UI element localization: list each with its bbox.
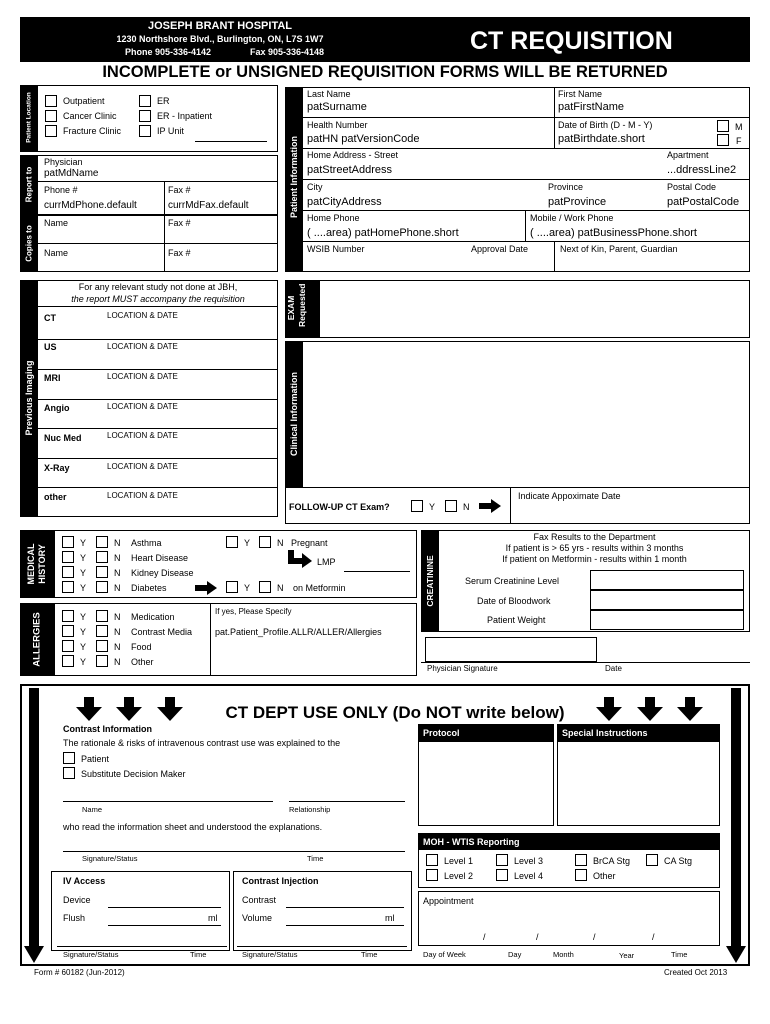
followup-yes-checkbox[interactable] [411,500,423,512]
other-allergy-n-label: N [114,657,121,667]
form-title: CT REQUISITION [470,27,673,55]
dept-title: CT DEPT USE ONLY (Do NOT write below) [225,703,565,722]
next-of-kin-label: Next of Kin, Parent, Guardian [560,244,678,254]
heart-y-label: Y [80,553,87,563]
special-title: Special Instructions [562,728,648,738]
medication-y-checkbox[interactable] [62,610,74,622]
city-value[interactable]: patCityAddress [307,196,382,208]
female-checkbox[interactable] [717,134,729,146]
apartment-label: Apartment [667,150,709,160]
indicate-date-label: Indicate Appoximate Date [518,491,621,501]
dob-label: Date of Birth (D - M - Y) [558,120,653,130]
hospital-phone: Phone 905-336-4142 [125,47,212,57]
medication-n-checkbox[interactable] [96,610,108,622]
contrast-patient-checkbox[interactable] [63,752,75,764]
contrast-media-y-label: Y [80,627,87,637]
kidney-label: Kidney Disease [131,568,194,578]
asthma-n-label: N [114,538,121,548]
contrast-sdm-checkbox[interactable] [63,767,75,779]
patient-side-label: Patient Information [289,136,299,219]
copies-name-label-2: Name [44,248,69,258]
bloodwork-input[interactable] [590,590,744,610]
province-value[interactable]: patProvince [548,196,607,208]
mobile-phone-value[interactable]: ( ....area) patBusinessPhone.short [530,227,697,239]
other-allergy-y-label: Y [80,657,87,667]
diabetes-y-checkbox[interactable] [62,581,74,593]
heart-n-checkbox[interactable] [96,551,108,563]
copies-fax-label-2: Fax # [168,248,191,258]
fax-value[interactable]: currMdFax.default [168,200,249,211]
appt-time-label: Time [671,950,688,959]
imaging-h2 [38,369,278,370]
ca-label: CA Stg [664,856,693,866]
iv-title: IV Access [63,876,106,886]
patient-v3 [525,210,526,241]
day-label: Day [508,950,522,959]
weight-label: Patient Weight [487,615,546,625]
creatinine-note-3: If patient on Metformin - results within 1 month [502,554,687,564]
level2-checkbox[interactable] [426,869,438,881]
imaging-loc-nuc: LOCATION & DATE [107,431,178,440]
health-number-value[interactable]: patHN patVersionCode [307,133,420,145]
brca-label: BrCA Stg [593,856,631,866]
iv-time-label: Time [190,950,207,959]
allergies-v [210,603,211,676]
level1-checkbox[interactable] [426,854,438,866]
imaging-row-xray: X-Ray [44,463,70,473]
contrast-relationship-line[interactable] [289,801,405,802]
imaging-loc-mri: LOCATION & DATE [107,372,178,381]
level2-label: Level 2 [444,871,474,881]
flush-ml: ml [208,913,218,923]
imaging-h1 [38,339,278,340]
level4-label: Level 4 [514,871,544,881]
volume-label: Volume [242,913,273,923]
heart-y-checkbox[interactable] [62,551,74,563]
imaging-h3 [38,399,278,400]
medication-label: Medication [131,612,175,622]
kidney-n-label: N [114,568,121,578]
kidney-y-label: Y [80,568,87,578]
down-arrow-icon [677,697,703,721]
other-allergy-label: Other [131,657,154,667]
location-side-label: Patient Location [25,92,33,143]
inj-time-label: Time [361,950,378,959]
diabetes-n-checkbox[interactable] [96,581,108,593]
device-label: Device [63,895,91,905]
kidney-y-checkbox[interactable] [62,566,74,578]
copies-name-label-1: Name [44,218,69,228]
pregnant-y-checkbox[interactable] [226,536,238,548]
heart-n-label: N [114,553,121,563]
imaging-loc-xray: LOCATION & DATE [107,462,178,471]
wsib-label: WSIB Number [307,244,365,254]
warning-banner: INCOMPLETE or UNSIGNED REQUISITION FORMS WILL BE RETURNED [102,63,668,81]
imaging-h5 [38,458,278,459]
pregnant-y-label: Y [244,538,251,548]
creatinine-note-1: Fax Results to the Department [533,532,656,542]
imaging-note-1: For any relevant study not done at JBH, [78,282,238,292]
dept-left-arrow-icon [24,688,44,963]
asthma-n-checkbox[interactable] [96,536,108,548]
appt-slash-3: / [593,932,596,942]
outpatient-checkbox[interactable] [45,95,57,107]
device-line[interactable] [108,907,221,908]
male-checkbox[interactable] [717,120,729,132]
medical-side-label-3: HISTORY [37,544,47,584]
imaging-h6 [38,487,278,488]
allergies-value[interactable]: pat.Patient_Profile.ALLR/ALLER/Allergies [215,627,382,637]
copies-side-label: Copies to [24,225,34,262]
contrast-sdm-label: Substitute Decision Maker [81,769,186,779]
appt-slash-4: / [652,932,655,942]
last-name-value[interactable]: patSurname [307,101,367,113]
fracture-clinic-label: Fracture Clinic [63,126,122,136]
er-inpatient-checkbox[interactable] [139,110,151,122]
physician-signature-label: Physician Signature [427,664,498,673]
inj-sig-line [237,946,407,947]
er-checkbox[interactable] [139,95,151,107]
allergies-side-label: ALLERGIES [31,612,43,667]
down-arrow-icon [637,697,663,721]
diabetes-n-label: N [114,583,121,593]
metformin-y-checkbox[interactable] [226,581,238,593]
diabetes-label: Diabetes [131,583,167,593]
copies-divider [38,243,278,244]
heart-label: Heart Disease [131,553,189,563]
moh-title: MOH - WTIS Reporting [423,837,520,847]
creatinine-side-label: CREATININE [425,555,435,607]
lmp-label: LMP [317,557,336,567]
followup-no-label: N [463,502,470,512]
postal-label: Postal Code [667,182,717,192]
contrast-patient-label: Patient [81,754,110,764]
food-y-label: Y [80,642,87,652]
home-phone-label: Home Phone [307,213,360,223]
physician-label: Physician [44,157,83,167]
contrast-name-line[interactable] [63,801,273,802]
report-vdivider [164,181,165,215]
weight-input[interactable] [590,610,744,630]
volume-ml: ml [385,913,395,923]
contrast-sig-line[interactable] [63,851,405,852]
asthma-y-label: Y [80,538,87,548]
followup-yes-label: Y [429,502,436,512]
other-allergy-y-checkbox[interactable] [62,655,74,667]
pregnant-label: Pregnant [291,538,328,548]
patient-h3 [303,179,750,180]
appointment-label: Appointment [423,896,474,906]
ca-checkbox[interactable] [646,854,658,866]
flush-label: Flush [63,913,86,923]
imaging-loc-angio: LOCATION & DATE [107,402,178,411]
arrow-right-icon [479,499,501,513]
patient-h4 [303,210,750,211]
physician-value[interactable]: patMdName [44,168,99,179]
outpatient-label: Outpatient [63,96,105,106]
level3-checkbox[interactable] [496,854,508,866]
phone-label: Phone # [44,185,78,195]
created-date: Created Oct 2013 [664,968,728,977]
first-name-value[interactable]: patFirstName [558,101,625,113]
patient-v4 [554,241,555,272]
hospital-address: 1230 Northshore Blvd., Burlington, ON, L7S 1W7 [116,34,324,44]
asthma-label: Asthma [131,538,162,548]
contrast-info-text: The rationale & risks of intravenous contrast use was explained to the [63,738,341,748]
copies-fax-label-1: Fax # [168,218,191,228]
contrast-media-y-checkbox[interactable] [62,625,74,637]
address-label: Home Address - Street [307,150,399,160]
ip-unit-checkbox[interactable] [139,125,151,137]
signature-date-label: Date [605,664,622,673]
protocol-title: Protocol [423,728,460,738]
imaging-row-ct: CT [44,313,56,323]
pregnant-n-checkbox[interactable] [259,536,271,548]
contrast-name-label: Name [82,805,103,814]
contrast-relationship-label: Relationship [289,805,331,814]
food-n-checkbox[interactable] [96,640,108,652]
followup-label: FOLLOW-UP CT Exam? [289,502,390,512]
down-arrow-icon [76,697,102,721]
metformin-n-label: N [277,583,284,593]
day-of-week-label: Day of Week [423,950,466,959]
imaging-row-nuc: Nuc Med [44,433,82,443]
down-arrow-icon [157,697,183,721]
clinical-side-label: Clinical Information [289,372,299,457]
imaging-row-angio: Angio [44,403,70,413]
female-label: F [736,136,742,146]
patient-v1 [554,87,555,117]
medication-y-label: Y [80,612,87,622]
last-name-label: Last Name [307,89,351,99]
serum-input[interactable] [590,570,744,590]
down-arrow-icon [116,697,142,721]
health-number-label: Health Number [307,120,368,130]
exam-side-label-3: Requested [297,283,307,327]
dob-value[interactable]: patBirthdate.short [558,133,645,145]
imaging-h4 [38,428,278,429]
lmp-line[interactable] [344,571,410,572]
moh-other-checkbox[interactable] [575,869,587,881]
male-label: M [735,122,743,132]
phone-value[interactable]: currMdPhone.default [44,200,137,211]
signature-line [421,662,750,663]
contrast-media-n-checkbox[interactable] [96,625,108,637]
contrast-line[interactable] [286,907,404,908]
imaging-row-us: US [44,342,57,352]
bloodwork-label: Date of Bloodwork [477,596,551,606]
city-label: City [307,182,323,192]
hospital-name: JOSEPH BRANT HOSPITAL [147,20,293,32]
ip-unit-line[interactable] [195,141,267,142]
iv-sig-label: Signature/Status [63,950,119,959]
metformin-n-checkbox[interactable] [259,581,271,593]
pregnant-n-label: N [277,538,284,548]
form-number: Form # 60182 (Jun-2012) [34,968,125,977]
fracture-clinic-checkbox[interactable] [45,125,57,137]
ip-unit-label: IP Unit [157,126,184,136]
appt-slash-2: / [536,932,539,942]
province-label: Province [548,182,584,192]
patient-h2 [303,148,750,149]
other-allergy-n-checkbox[interactable] [96,655,108,667]
iv-sig-line [57,946,227,947]
dept-right-arrow-icon [726,688,746,963]
contrast-sig-label: Signature/Status [82,854,138,863]
injection-title: Contrast Injection [242,876,319,886]
level4-checkbox[interactable] [496,869,508,881]
metformin-y-label: Y [244,583,251,593]
report-divider [38,181,278,182]
food-n-label: N [114,642,121,652]
food-y-checkbox[interactable] [62,640,74,652]
year-label: Year [619,951,635,960]
medical-side-label-1: MEDICAL [26,543,36,585]
contrast-label: Contrast [242,895,277,905]
metformin-label: on Metformin [293,583,346,593]
clinical-h [285,487,750,488]
brca-checkbox[interactable] [575,854,587,866]
imaging-loc-us: LOCATION & DATE [107,342,178,351]
imaging-row-mri: MRI [44,373,61,383]
diabetes-y-label: Y [80,583,87,593]
medication-n-label: N [114,612,121,622]
er-label: ER [157,96,170,106]
cancer-clinic-checkbox[interactable] [45,110,57,122]
patient-h1 [303,117,750,118]
creatinine-note-2: If patient is > 65 yrs - results within 3 months [505,543,684,553]
first-name-label: First Name [558,89,603,99]
flush-line[interactable] [108,925,221,926]
contrast-info-title: Contrast Information [63,724,152,734]
imaging-note-2: the report MUST accompany the requisition [71,294,245,304]
arrow-right-icon [195,581,217,595]
arrow-down-right-icon [288,550,312,568]
moh-other-label: Other [593,871,616,881]
exam-box[interactable] [285,280,750,338]
postal-value[interactable]: patPostalCode [667,196,740,208]
mobile-phone-label: Mobile / Work Phone [530,213,614,223]
imaging-side-label: Previous Imaging [24,360,34,436]
hospital-fax: Fax 905-336-4148 [250,47,325,57]
clinical-v [510,487,511,524]
physician-signature-input[interactable] [425,637,597,662]
contrast-who-text: who read the information sheet and understood the explanations. [63,822,323,832]
level3-label: Level 3 [514,856,544,866]
address-value[interactable]: patStreetAddress [307,164,392,176]
fax-label: Fax # [168,185,191,195]
imaging-loc-other: LOCATION & DATE [107,491,178,500]
patient-v2 [554,117,555,148]
inj-sig-label: Signature/Status [242,950,298,959]
volume-line[interactable] [286,925,404,926]
contrast-media-label: Contrast Media [131,627,193,637]
imaging-loc-ct: LOCATION & DATE [107,311,178,320]
kidney-n-checkbox[interactable] [96,566,108,578]
level1-label: Level 1 [444,856,474,866]
appt-slash-1: / [483,932,486,942]
er-inpatient-label: ER - Inpatient [157,111,213,121]
month-label: Month [553,950,574,959]
home-phone-value[interactable]: ( ....area) patHomePhone.short [307,227,459,239]
exam-side-label-1: EXAM [286,295,296,321]
if-yes-label: If yes, Please Specify [215,607,292,616]
approval-date-label: Approval Date [471,244,529,254]
contrast-time-label: Time [307,854,324,863]
followup-no-checkbox[interactable] [445,500,457,512]
serum-label: Serum Creatinine Level [465,576,560,586]
food-label: Food [131,642,152,652]
apartment-value[interactable]: ...ddressLine2 [667,164,737,176]
report-side-label: Report to [24,166,34,203]
imaging-row-other: other [44,492,67,502]
patient-h5 [303,241,750,242]
imaging-h0 [38,306,278,307]
asthma-y-checkbox[interactable] [62,536,74,548]
cancer-clinic-label: Cancer Clinic [63,111,117,121]
contrast-media-n-label: N [114,627,121,637]
